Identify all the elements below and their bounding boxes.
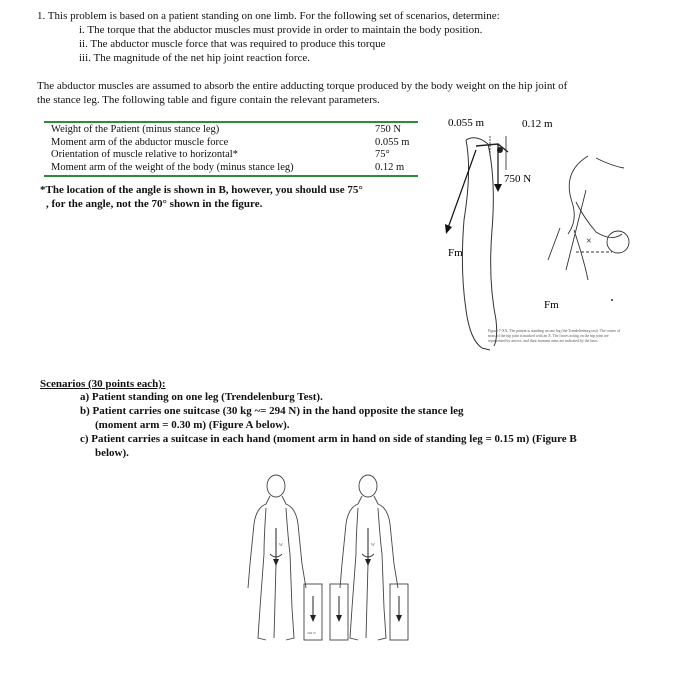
row-value: 0.12 m	[375, 161, 405, 173]
scenario-b-line-1: b) Patient carries one suitcase (30 kg ~= 294 N) in the hand opposite the stance leg	[80, 405, 464, 417]
figure-caption-line-3: represented by arrows, and their moment arms are indicated by the lines.	[488, 339, 599, 343]
row-value: 750 N	[375, 124, 401, 135]
scenario-b-line-2: (moment arm = 0.30 m) (Figure A below).	[95, 419, 290, 431]
fig-b-left-arrow-icon	[336, 615, 342, 622]
problem-item-2: ii. The abductor muscle force that was required to produce this torque	[79, 38, 386, 50]
row-value: 0.055 m	[375, 136, 410, 148]
row-label: Orientation of muscle relative to horizontal*	[51, 149, 238, 160]
muscle-moment-arm-label: 0.055 m	[448, 117, 485, 129]
table-row	[44, 137, 418, 150]
table-row	[44, 149, 418, 162]
fig-a-tag: W	[279, 542, 283, 547]
row-value: 75°	[375, 149, 390, 160]
pelvis-diagram	[548, 156, 629, 280]
hip-center-x-icon: ×	[586, 236, 592, 247]
fig-a-suitcase-tag: 294 N	[307, 631, 316, 635]
fig-a-weight-arrow-icon	[273, 559, 279, 566]
table-bottom-rule	[44, 175, 418, 177]
fig-b-weight-arrow-icon	[365, 559, 371, 566]
row-label: Weight of the Patient (minus stance leg)	[51, 124, 220, 135]
fig-a-suitcase-arrow-icon	[310, 615, 316, 622]
scenario-c-line-1: c) Patient carries a suitcase in each hand (moment arm in hand on side of standing leg = 0.15 m) (Figure B	[80, 433, 577, 445]
fm-label-right: Fm	[544, 299, 559, 311]
stance-leg-outline	[462, 138, 496, 350]
figure-caption-line-1: Figure 7-XX. The patient is standing on one leg (the Trendelenburg test). The center of	[488, 329, 621, 333]
scenarios-heading: Scenarios (30 points each):	[40, 378, 166, 390]
table-row	[44, 162, 418, 175]
problem-intro: 1. This problem is based on a patient standing on one limb. For the following set of scenarios, determine:	[37, 10, 500, 22]
table-note-line-1: *The location of the angle is shown in B, however, you should use 75°	[40, 184, 363, 196]
figure-caption-line-2: mass of the hip joint is marked with an X. The forces acting on the hip joint are	[488, 334, 609, 338]
body-moment-arm-label: 0.12 m	[522, 118, 553, 130]
dot-marker	[611, 299, 613, 301]
fm-label-left: Fm	[448, 247, 463, 259]
weight-label: 750 N	[504, 173, 532, 185]
table-top-rule	[44, 121, 418, 123]
table-note-line-2: , for the angle, not the 70° shown in the figure.	[46, 198, 263, 210]
scenario-c-line-2: below).	[95, 447, 129, 459]
trendelenburg-figure	[436, 110, 658, 360]
suitcase-figures	[230, 468, 430, 650]
problem-item-1: i. The torque that the abductor muscles must provide in order to maintain the body position.	[79, 24, 483, 36]
fig-b-right-arrow-icon	[396, 615, 402, 622]
row-label: Moment arm of the abductor muscle force	[51, 136, 229, 148]
fig-b-tag: W	[371, 542, 375, 547]
figure-a-person	[248, 475, 306, 640]
row-label: Moment arm of the weight of the body (minus stance leg)	[51, 161, 294, 173]
paragraph-line-1: The abductor muscles are assumed to absorb the entire adducting torque produced by the body weight on the hip joint of	[37, 80, 568, 92]
muscle-force-arrow	[445, 150, 476, 234]
problem-item-3: iii. The magnitude of the net hip joint reaction force.	[79, 52, 311, 64]
scenario-a: a) Patient standing on one leg (Trendelenburg Test).	[80, 391, 323, 403]
paragraph-line-2: the stance leg. The following table and figure contain the relevant parameters.	[37, 94, 380, 106]
figure-b-person	[340, 475, 398, 640]
table-row	[44, 124, 418, 137]
